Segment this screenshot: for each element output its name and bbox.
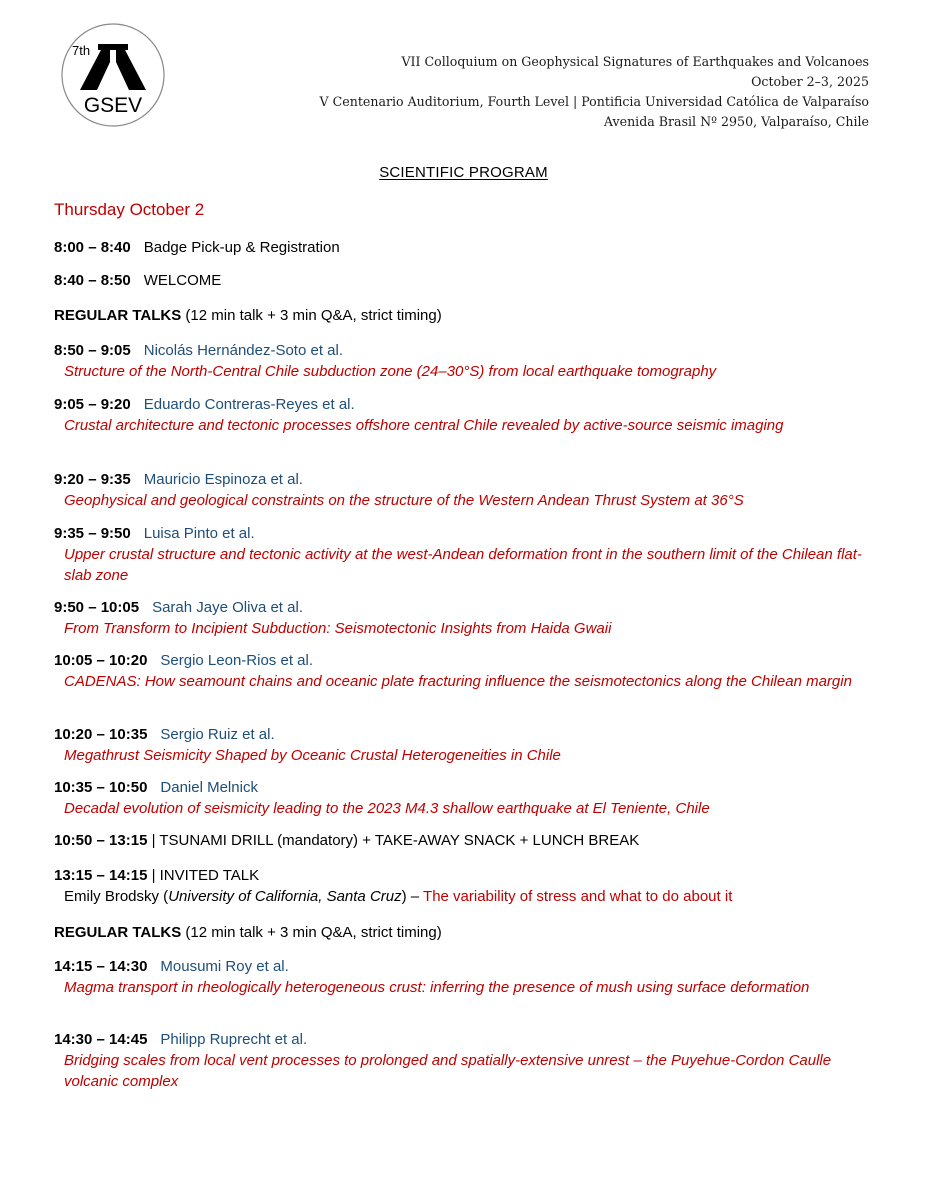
- talk-author: Luisa Pinto et al.: [143, 525, 255, 542]
- talk-title: Bridging scales from local vent processes to prolonged and spatially-extensive unrest – the Puyehue-Cordon Caulle volcanic complex: [64, 1052, 832, 1090]
- invited-title: The variability of stress and what to do about it: [423, 888, 733, 905]
- talk-entry: [54, 1029, 884, 1092]
- event-address: Avenida Brasil Nº 2950, Valparaíso, Chile: [603, 114, 869, 129]
- invited-affiliation: University of California, Santa Cruz: [168, 888, 402, 905]
- talk-entry: [54, 469, 884, 511]
- talk-author: Eduardo Contreras-Reyes et al.: [143, 396, 355, 413]
- registration-row: [54, 237, 884, 258]
- gsev-logo: [60, 22, 166, 128]
- talk-author: Mauricio Espinoza et al.: [143, 471, 303, 488]
- invited-separator: ) –: [401, 888, 424, 905]
- talk-entry: [54, 523, 884, 586]
- event-header: [269, 52, 869, 132]
- time-label: 13:15 – 14:15: [54, 867, 148, 884]
- talk-title: From Transform to Incipient Subduction: Seismotectonic Insights from Haida Gwaii: [64, 620, 612, 637]
- talk-author: Daniel Melnick: [160, 779, 258, 796]
- talk-time: 10:35 – 10:50: [54, 779, 148, 796]
- talk-title: Megathrust Seismicity Shaped by Oceanic Crustal Heterogeneities in Chile: [64, 747, 561, 764]
- talk-time: 9:35 – 9:50: [54, 525, 131, 542]
- talk-entry: [54, 956, 884, 998]
- time-label: 10:50 – 13:15: [54, 832, 148, 849]
- talk-time: 14:30 – 14:45: [54, 1031, 148, 1048]
- talk-time: 9:20 – 9:35: [54, 471, 131, 488]
- talk-title: CADENAS: How seamount chains and oceanic plate fracturing influence the seismotectonics along the Chilean margin: [64, 673, 852, 690]
- welcome-row: [54, 270, 884, 291]
- lunch-break-row: [54, 830, 884, 851]
- talk-author: Sergio Ruiz et al.: [160, 726, 275, 743]
- talk-title: Structure of the North-Central Chile subduction zone (24–30°S) from local earthquake tomography: [64, 363, 717, 380]
- talk-time: 14:15 – 14:30: [54, 958, 148, 975]
- talk-title: Decadal evolution of seismicity leading to the 2023 M4.3 shallow earthquake at El Teniente, Chile: [64, 800, 710, 817]
- talk-author: Nicolás Hernández-Soto et al.: [143, 342, 344, 359]
- talk-author: Sergio Leon-Rios et al.: [160, 652, 313, 669]
- invited-label: | INVITED TALK: [151, 867, 260, 884]
- talk-title: Crustal architecture and tectonic processes offshore central Chile revealed by active-source seismic imaging: [64, 417, 784, 434]
- logo-name: GSEV: [83, 94, 143, 117]
- talk-entry: [54, 340, 884, 382]
- session-header-regular-2: [54, 922, 884, 943]
- talk-author: Philipp Ruprecht et al.: [160, 1031, 308, 1048]
- event-title: VII Colloquium on Geophysical Signatures of Earthquakes and Volcanoes: [401, 54, 869, 69]
- talk-author: Sarah Jaye Oliva et al.: [152, 599, 303, 616]
- talk-entry: [54, 777, 884, 819]
- talk-entry: [54, 394, 884, 436]
- item-text: Badge Pick-up & Registration: [143, 239, 340, 256]
- event-dates: October 2–3, 2025: [751, 74, 869, 89]
- invited-details: [54, 886, 884, 907]
- talk-time: 9:05 – 9:20: [54, 396, 131, 413]
- talk-title: Geophysical and geological constraints on the structure of the Western Andean Thrust System at 36°S: [64, 492, 744, 509]
- session-note: (12 min talk + 3 min Q&A, strict timing): [185, 924, 442, 941]
- session-label: REGULAR TALKS: [54, 924, 182, 941]
- item-text: WELCOME: [143, 272, 222, 289]
- session-label: REGULAR TALKS: [54, 307, 182, 324]
- talk-entry: [54, 724, 884, 766]
- talk-author: Mousumi Roy et al.: [160, 958, 289, 975]
- talk-title: Magma transport in rheologically heterogeneous crust: inferring the presence of mush using surface deformation: [64, 979, 810, 996]
- talk-time: 9:50 – 10:05: [54, 599, 140, 616]
- talk-entry: [54, 597, 884, 639]
- item-text: | TSUNAMI DRILL (mandatory) + TAKE-AWAY SNACK + LUNCH BREAK: [151, 832, 640, 849]
- logo-edition: 7th: [72, 43, 91, 58]
- talk-time: 8:50 – 9:05: [54, 342, 131, 359]
- session-note: (12 min talk + 3 min Q&A, strict timing): [185, 307, 442, 324]
- talk-title: Upper crustal structure and tectonic activity at the west-Andean deformation front in the southern limit of the Chilean flat-slab zone: [64, 546, 862, 584]
- day-title: Thursday October 2: [54, 200, 205, 219]
- program-title: SCIENTIFIC PROGRAM: [379, 164, 548, 181]
- time-label: 8:00 – 8:40: [54, 239, 131, 256]
- event-venue: V Centenario Auditorium, Fourth Level | Pontificia Universidad Católica de Valparaíso: [319, 94, 869, 109]
- time-label: 8:40 – 8:50: [54, 272, 131, 289]
- talk-entry: [54, 650, 884, 692]
- invited-speaker: Emily Brodsky (: [64, 888, 169, 905]
- session-header-regular-1: [54, 305, 884, 326]
- invited-talk-row: [54, 865, 884, 907]
- talk-time: 10:05 – 10:20: [54, 652, 148, 669]
- talk-time: 10:20 – 10:35: [54, 726, 148, 743]
